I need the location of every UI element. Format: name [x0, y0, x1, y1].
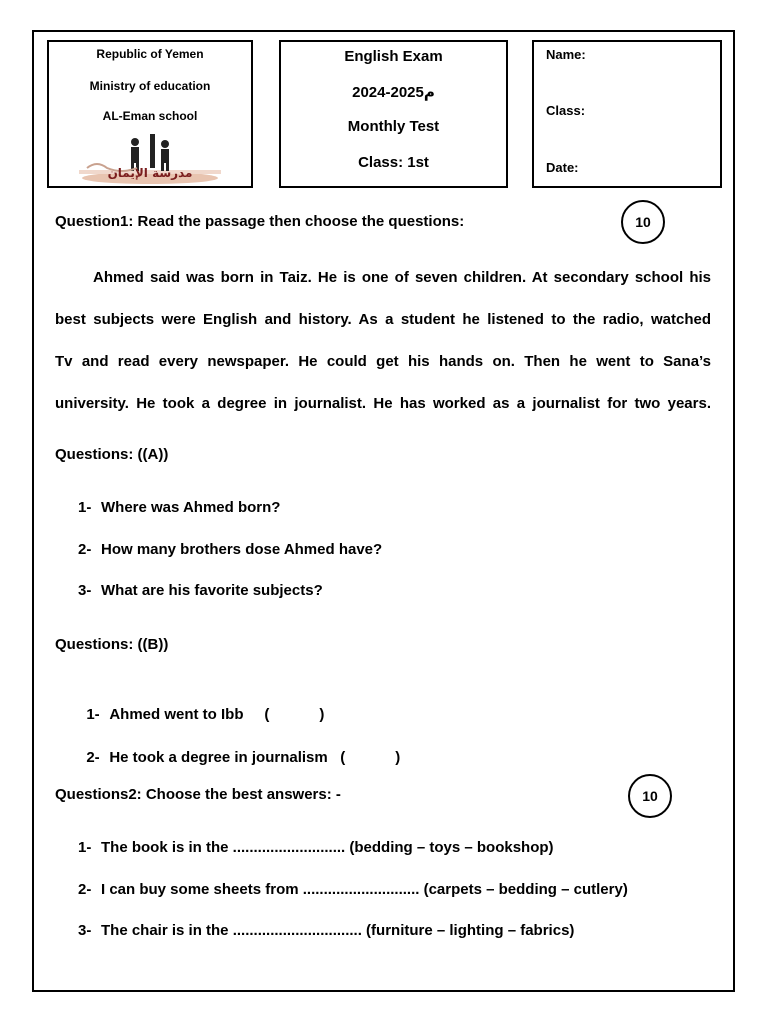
exam-subject: English Exam — [344, 48, 443, 65]
school-name: AL-Eman school — [102, 109, 198, 123]
item-number: 1- — [78, 839, 92, 856]
item-number: 3- — [78, 922, 92, 939]
passage-line: best subjects were English and history. As a student he listened to the radio, watched — [55, 311, 711, 328]
item-number: 2- — [78, 881, 92, 898]
item-text: Where was Ahmed born? — [101, 499, 281, 516]
item-text: I can buy some sheets from ............................ (carpets – bedding – cutlery) — [101, 881, 628, 898]
student-info-box — [532, 40, 722, 188]
exam-info-box — [279, 40, 508, 188]
name-label: Name: — [546, 47, 586, 62]
list-item — [78, 881, 628, 898]
country-name: Republic of Yemen — [96, 47, 204, 61]
item-text: He took a degree in journalism ( ) — [109, 749, 401, 766]
ministry-name: Ministry of education — [89, 79, 211, 93]
item-text: How many brothers dose Ahmed have? — [101, 541, 383, 558]
exam-class: Class: 1st — [358, 154, 429, 171]
date-label: Date: — [546, 160, 579, 175]
school-logo-text: مدرسة الإيمان — [107, 166, 193, 180]
item-text: Ahmed went to Ibb ( ) — [109, 706, 325, 723]
passage-line: Ahmed said was born in Taiz. He is one of seven children. At secondary school his — [93, 269, 711, 286]
reading-passage — [55, 268, 711, 436]
list-item — [78, 499, 280, 516]
question1-title: Question1: Read the passage then choose the questions: — [55, 213, 465, 230]
passage-line: Tv and read every newspaper. He could get his hands on. Then he went to Sana’s — [55, 353, 711, 370]
class-label: Class: — [546, 103, 586, 118]
exam-test-type: Monthly Test — [347, 118, 440, 135]
item-number: 1- — [78, 499, 92, 516]
question2-title: Questions2: Choose the best answers: - — [55, 786, 341, 803]
item-number: 1- — [86, 706, 100, 723]
list-item — [78, 689, 324, 723]
question2-score: 10 — [628, 774, 672, 818]
passage-line: university. He took a degree in journalist. He has worked as a journalist for two years. — [55, 395, 711, 412]
exam-year: 2024-2025م — [352, 84, 435, 101]
item-text: The chair is in the ............................... (furniture – lighting – fabrics) — [101, 922, 575, 939]
item-number: 3- — [78, 582, 92, 599]
list-item — [78, 541, 382, 558]
part-a-title: Questions: ((A)) — [55, 446, 169, 463]
list-item — [78, 732, 400, 766]
list-item — [78, 582, 323, 599]
school-info-box — [47, 40, 253, 188]
question1-score: 10 — [621, 200, 665, 244]
item-number: 2- — [78, 541, 92, 558]
list-item — [78, 922, 574, 939]
item-text: What are his favorite subjects? — [101, 582, 323, 599]
school-logo — [77, 134, 223, 184]
item-text: The book is in the ........................... (bedding – toys – bookshop) — [101, 839, 554, 856]
item-number: 2- — [86, 749, 100, 766]
part-b-title: Questions: ((B)) — [55, 636, 169, 653]
list-item — [78, 839, 554, 856]
